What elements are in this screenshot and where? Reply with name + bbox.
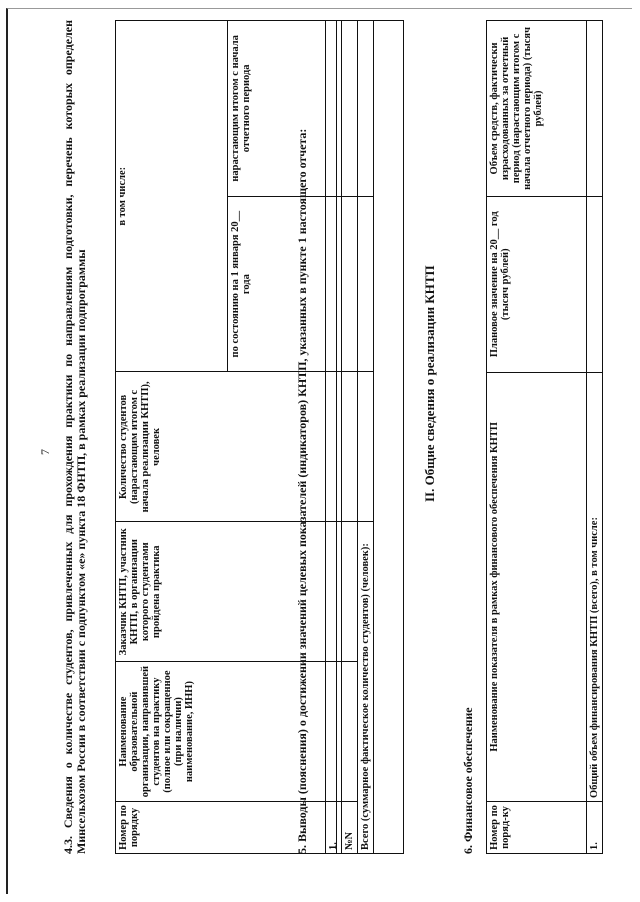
header-student-count: Количество студентов (нарастающим итогом с начала реализации КНТП), человек: [116, 372, 326, 522]
conclusions-box[interactable]: [336, 20, 404, 854]
row-1-number: 1.: [326, 802, 342, 854]
header-cumulative: нарастающим итогом с начала отчетного периода: [228, 21, 326, 197]
finance-table: [486, 20, 603, 854]
header-customer: Заказчик КНТП, участник КНТП, в организации которого студентами пройдена практика: [116, 522, 326, 662]
cell: [587, 196, 603, 372]
paragraph-5: 5. Выводы (пояснения) о достижении значений целевых показателей (индикаторов) КНТП, указанных в пункте 1 настоящего отчета:: [295, 128, 309, 854]
total-label: Всего (суммарное фактическое количество студентов) (человек):: [358, 522, 374, 854]
header-organization: Наименование образовательной организации, направившей студентов на практику (полное или сокращенное (при наличии) наименование, ИНН): [116, 662, 326, 802]
header-including: в том числе:: [116, 21, 228, 373]
header-number: Номер по порядку: [116, 802, 326, 854]
header-indicator-name: Наименование показателя в рамках финансового обеспечения КНТП: [487, 372, 587, 801]
header-actual-spent: Объем средств, фактически израсходованных за отчетный период (нарастающим итогом с начала отчетного периода) (тысяч рублей): [487, 21, 587, 197]
cell: [587, 21, 603, 197]
paragraph-6: 6. Финансовое обеспечение: [461, 707, 475, 854]
header-number: Номер по поряд-ку: [487, 802, 587, 854]
page-number: 7: [38, 449, 52, 455]
paragraph-4-3: 4.3. Сведения о количестве студентов, привлеченных для прохождения практики по направлениям подготовки, перечень которых определен Минсельхозом России в соответствии с подпунктом «е» пункта 18 ФНТП, в рамках реализации подпрограммы: [61, 20, 88, 854]
header-as-of-january: по состоянию на 1 января 20__ года: [228, 196, 326, 372]
header-plan-value: Плановое значение на 20__ год (тысяч рублей): [487, 196, 587, 372]
row-n-number: №N: [342, 802, 358, 854]
section-2-title: II. Общие сведения о реализации КНТП: [422, 265, 437, 502]
row-1-number: 1.: [587, 802, 603, 854]
row-1-name: Общий объем финансирования КНТП (всего), в том числе:: [587, 372, 603, 801]
